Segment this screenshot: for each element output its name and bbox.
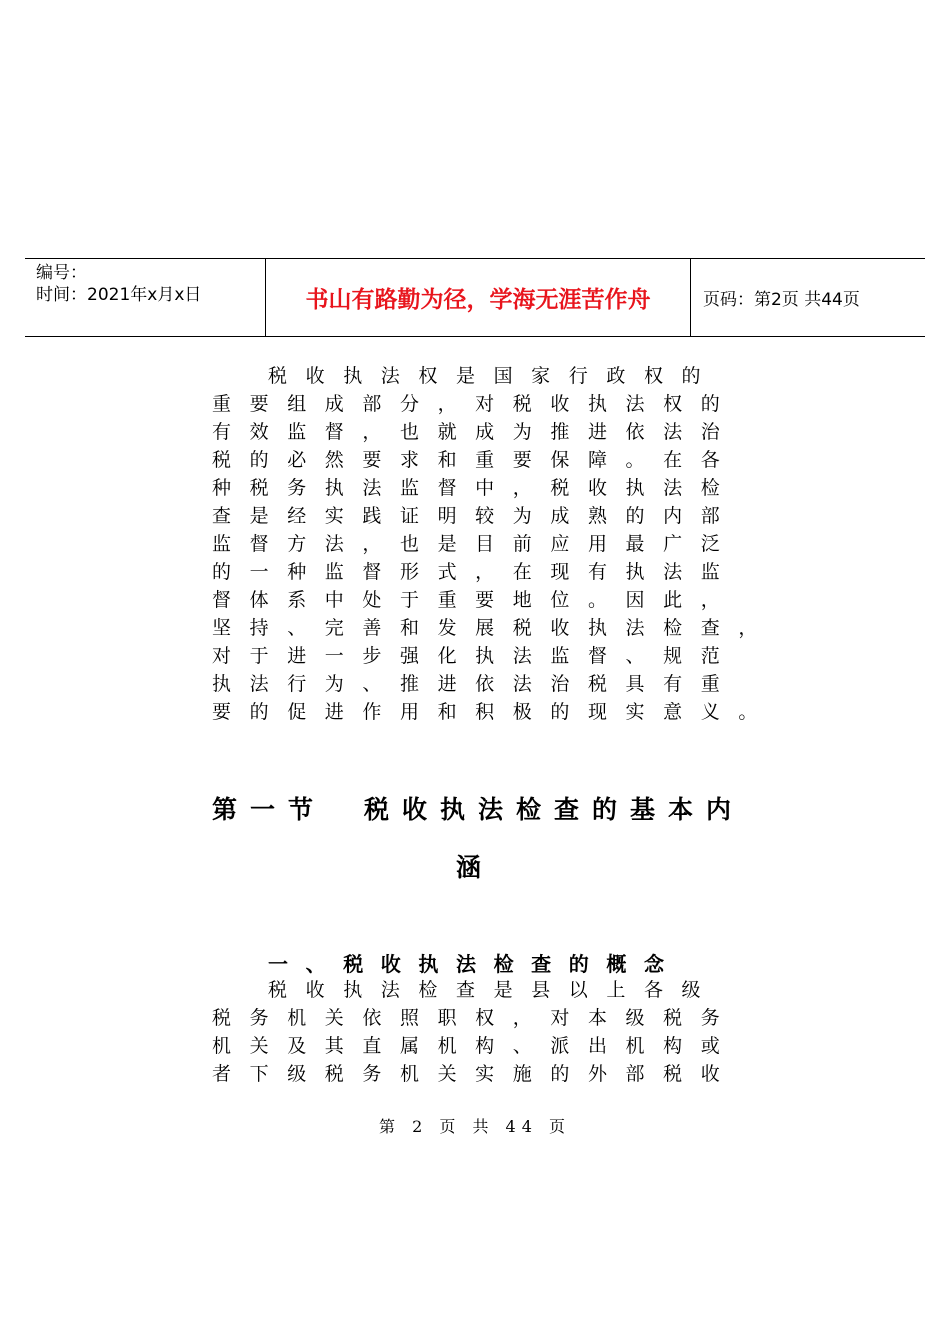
text-line: 税 务 机 关 依 照 职 权 ， 对 本 级 税 务 (212, 1007, 720, 1029)
text-line: 对 于 进 一 步 强 化 执 法 监 督 、 规 范 (212, 645, 720, 667)
text-line: 税 的 必 然 要 求 和 重 要 保 障 。 在 各 (212, 449, 720, 471)
header-meta (25, 259, 266, 336)
text-line: 的 一 种 监 督 形 式 ， 在 现 有 执 法 监 (212, 561, 720, 583)
section-title-line1: 税 收 执 法 检 查 的 基 本 内 (364, 795, 732, 824)
text-line: 坚 持 、 完 善 和 发 展 税 收 执 法 检 查 ， (212, 617, 758, 639)
text-line: 执 法 行 为 、 推 进 依 法 治 税 具 有 重 (212, 673, 720, 695)
document-header (25, 258, 925, 337)
section-number: 第 一 节 (212, 795, 314, 824)
text-line: 税 收 执 法 权 是 国 家 行 政 权 的 (268, 365, 701, 387)
time-label: 时间：2021年x月x日 (36, 285, 202, 305)
section-title (212, 790, 772, 826)
text-line: 督 体 系 中 处 于 重 要 地 位 。 因 此 ， (212, 589, 720, 611)
text-line: 监 督 方 法 ， 也 是 目 前 应 用 最 广 泛 (212, 533, 720, 555)
header-motto: 书山有路勤为径，学海无涯苦作舟 (266, 259, 691, 336)
text-line: 重 要 组 成 部 分 ， 对 税 收 执 法 权 的 (212, 393, 720, 415)
subsection-title: 一 、 税 收 执 法 检 查 的 概 念 (268, 952, 664, 976)
text-line: 有 效 监 督 ， 也 就 成 为 推 进 依 法 治 (212, 421, 720, 443)
text-line: 机 关 及 其 直 属 机 构 、 派 出 机 构 或 (212, 1035, 720, 1057)
text-line: 要 的 促 进 作 用 和 积 极 的 现 实 意 义 。 (212, 701, 758, 723)
text-line: 税 收 执 法 检 查 是 县 以 上 各 级 (268, 979, 701, 1001)
text-line: 者 下 级 税 务 机 关 实 施 的 外 部 税 收 (212, 1063, 720, 1085)
section-title-line2: 涵 (456, 853, 482, 882)
text-line: 种 税 务 执 法 监 督 中 ， 税 收 执 法 检 (212, 477, 720, 499)
page-footer: 第 2 页 共 44 页 (379, 1117, 571, 1136)
text-line: 查 是 经 实 践 证 明 较 为 成 熟 的 内 部 (212, 505, 720, 527)
header-page-info: 页码：第2页 共44页 (703, 290, 860, 310)
serial-label: 编号： (36, 263, 87, 283)
